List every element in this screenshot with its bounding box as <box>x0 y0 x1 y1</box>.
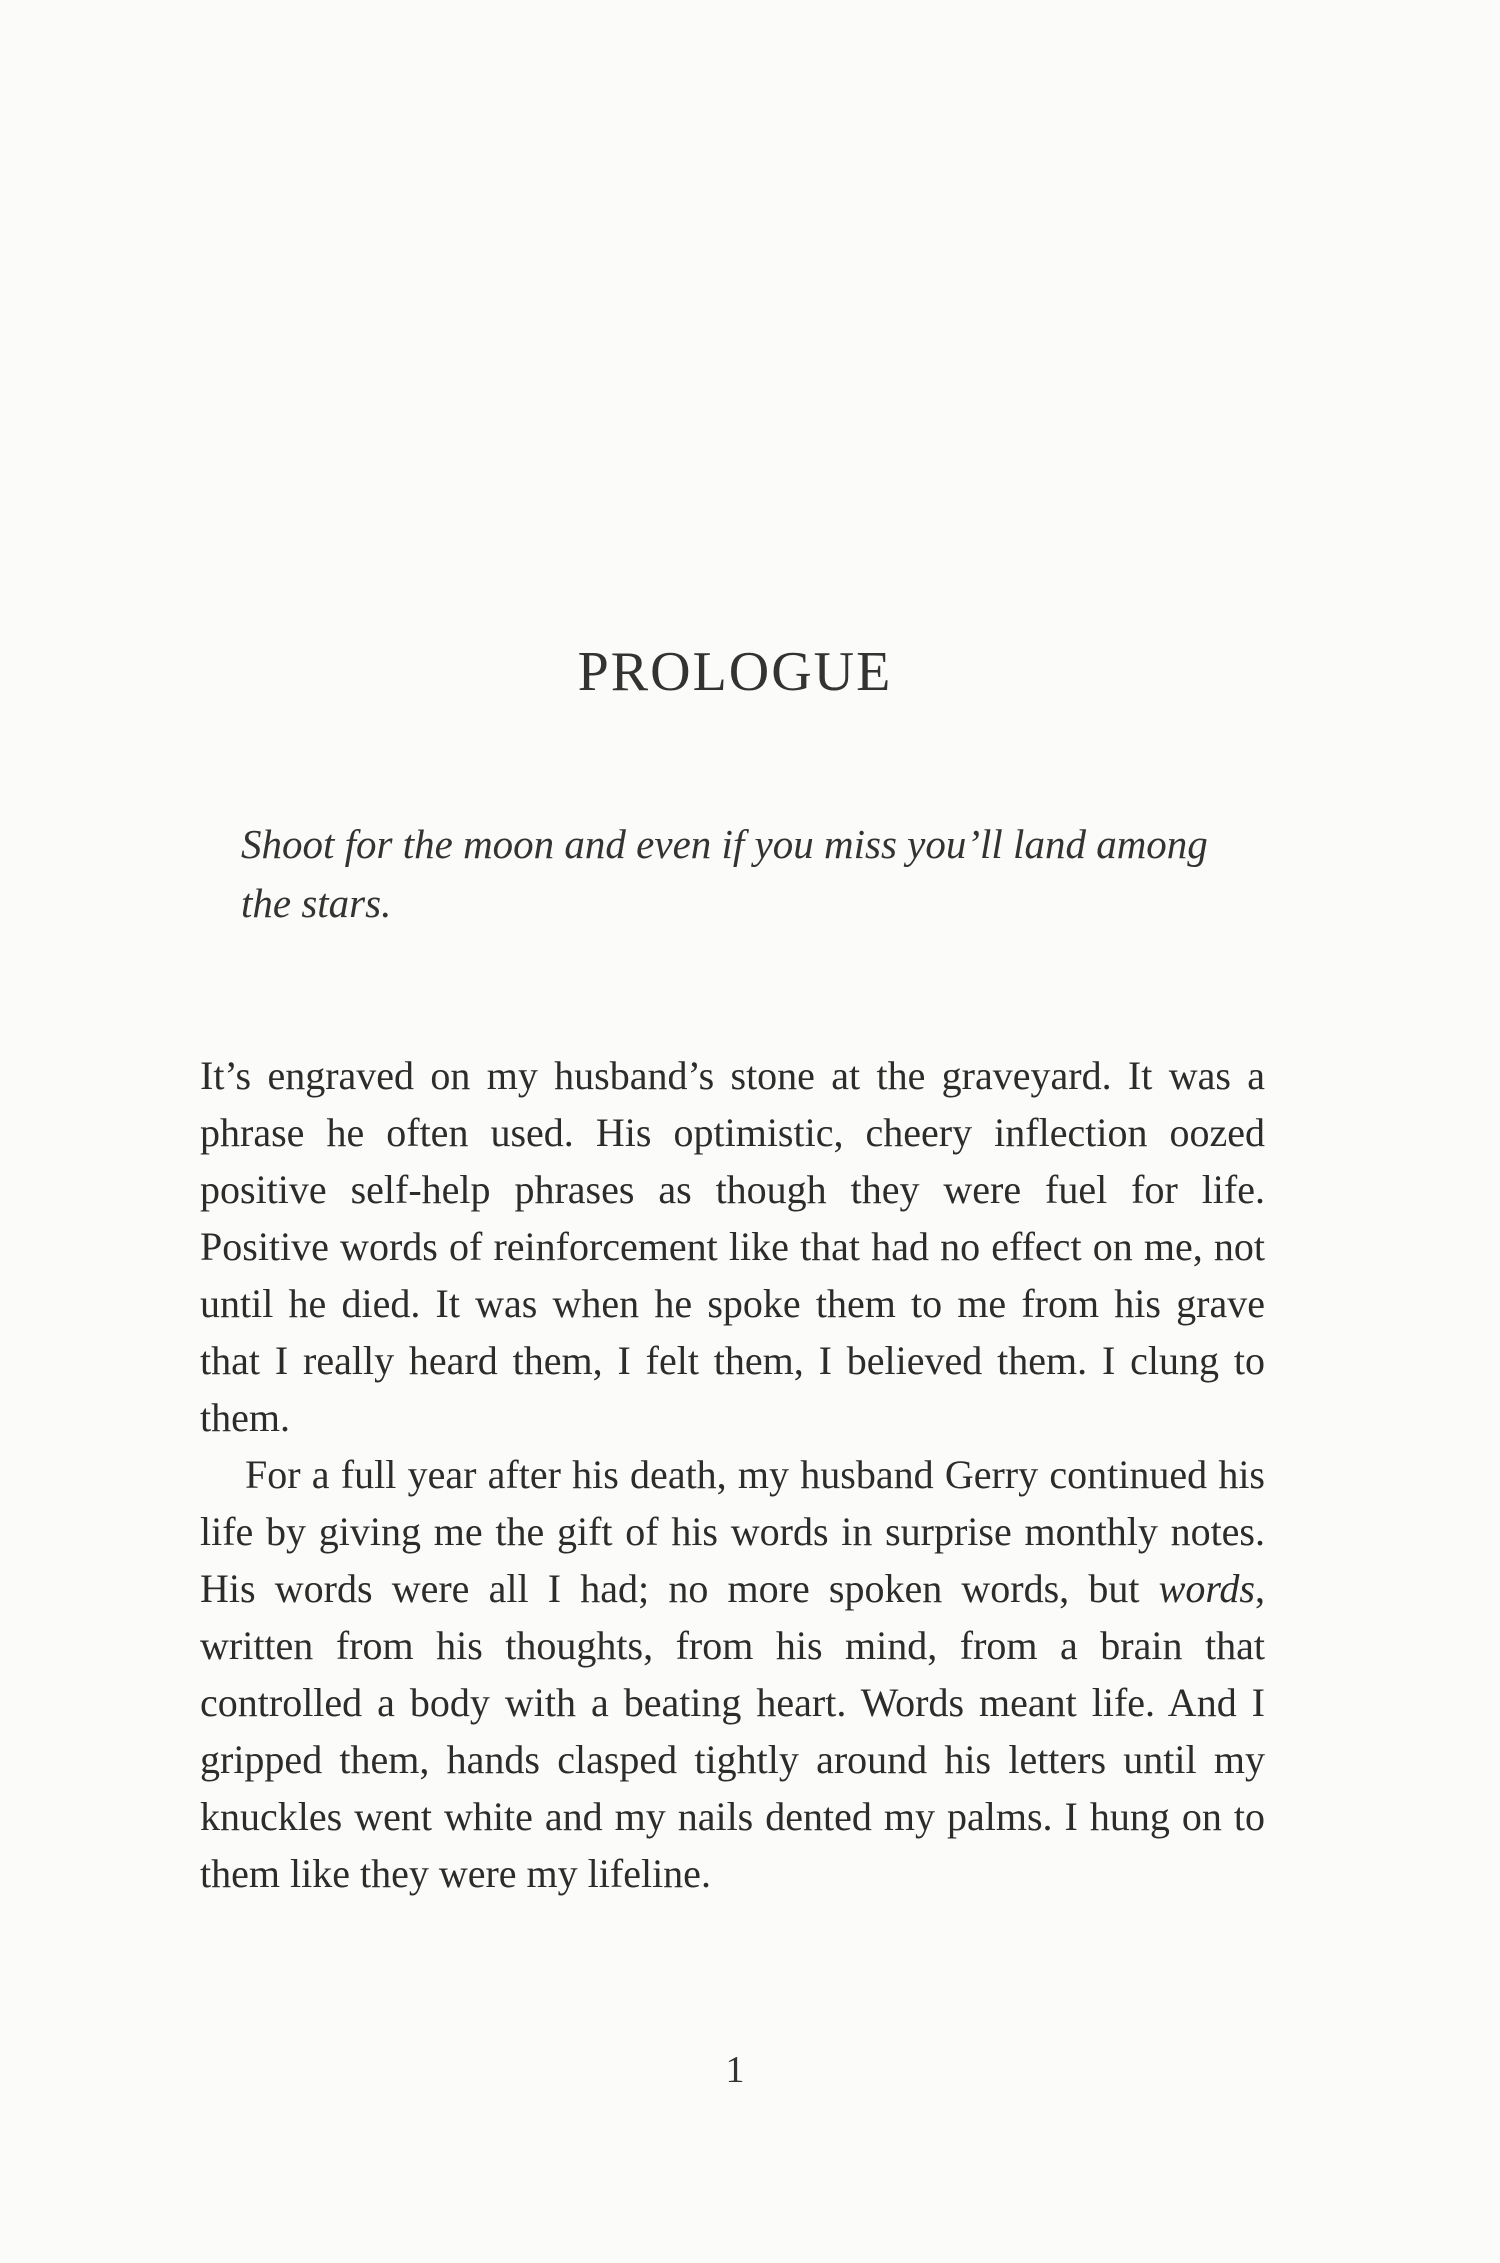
emphasis-words: words <box>1158 1566 1255 1611</box>
paragraph-2-part-2: , written from his thoughts, from his mind, from a brain that controlled a body with a beating heart. Words meant life. And I gripped them, hands clasped tightly around his letters until my knuckles went white and my nails dented my palms. I hung on to them like they were my lifeline. <box>200 1566 1265 1896</box>
paragraph-2-part-1: For a full year after his death, my husband Gerry continued his life by giving me the gift of his words in surprise monthly notes. His words were all I had; no more spoken words, but <box>200 1452 1265 1611</box>
chapter-title: PROLOGUE <box>577 641 893 703</box>
paragraph-1: It’s engraved on my husband’s stone at the graveyard. It was a phrase he often used. His optimistic, cheery inflection oozed positive self-help phrases as though they were fuel for life. Positive words of reinforcement like that had no effect on me, not until he died. It was when he spoke them to me from his grave that I really heard them, I felt them, I believed them. I clung to them. <box>200 1053 1265 1440</box>
paragraph-2 <box>200 1446 1265 1902</box>
page-number: 1 <box>725 2049 745 2091</box>
body-text <box>200 1047 1265 1902</box>
epigraph: Shoot for the moon and even if you miss you’ll land among the stars. <box>241 821 1208 926</box>
